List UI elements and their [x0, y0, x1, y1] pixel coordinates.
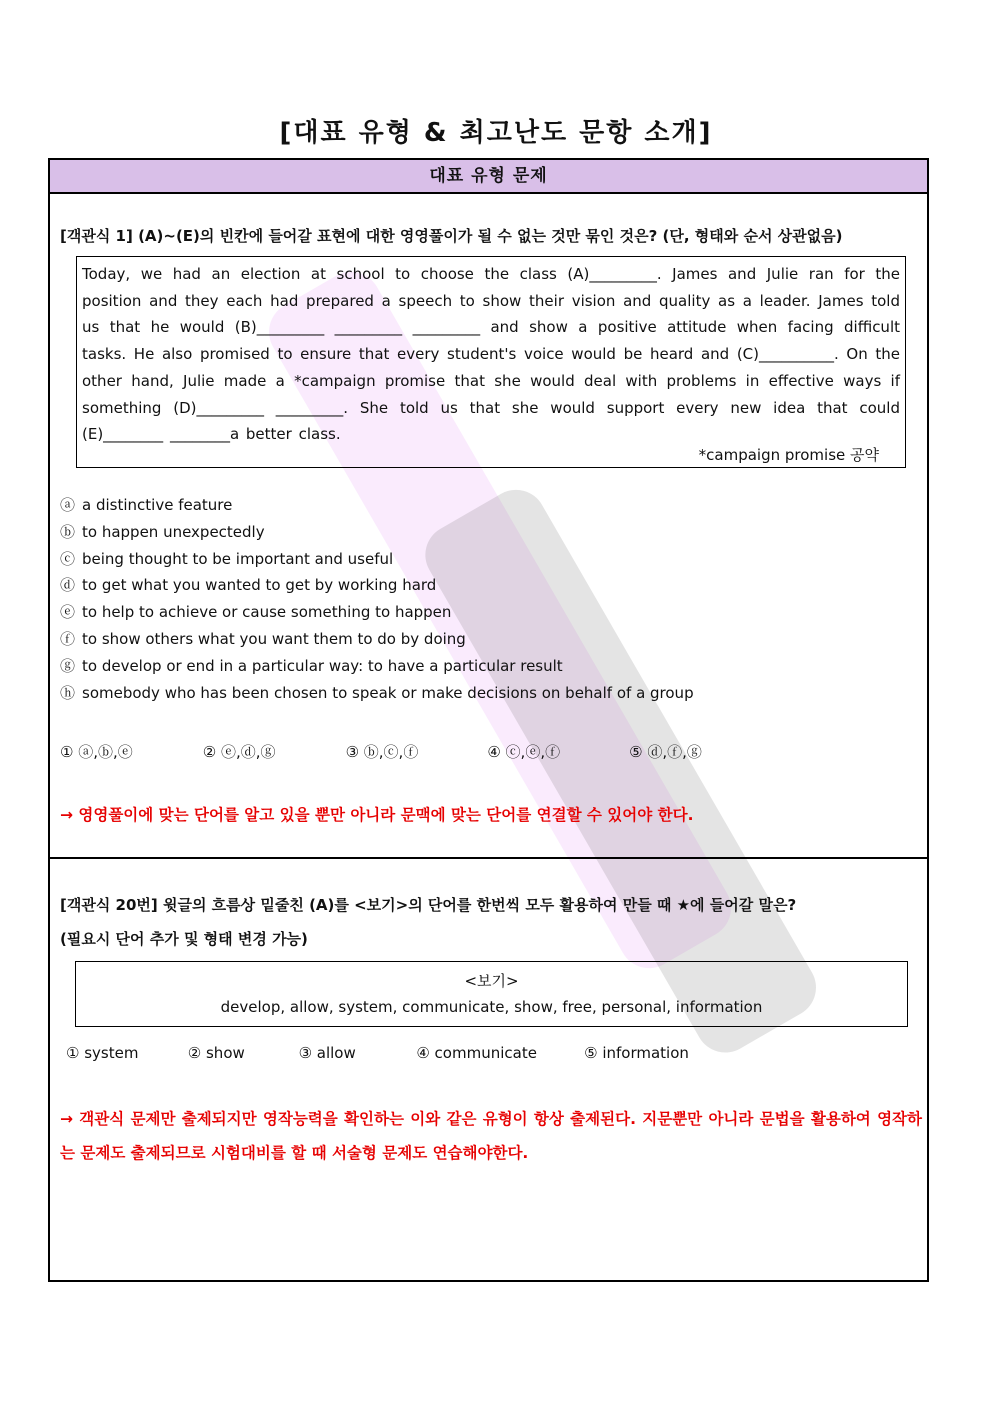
- option-text: a distinctive feature: [82, 496, 233, 514]
- question-2-line-1: [객관식 20번] 윗글의 흐름상 밑줄친 (A)를 <보기>의 단어를 한번씩 모두 활용하여 만들 때 ★에 들어갈 말은?: [60, 896, 797, 914]
- answer-choice-4: ④ communicate: [416, 1044, 537, 1062]
- definition-item: [60, 599, 694, 626]
- question-2: [60, 888, 796, 956]
- word-box-words: develop, allow, system, communicate, show, free, personal, information: [220, 998, 763, 1016]
- option-mark: ⓒ: [60, 549, 76, 568]
- definition-item: [60, 653, 694, 680]
- option-mark: ⓑ: [60, 522, 76, 541]
- page-title: [대표 유형 & 최고난도 문항 소개]: [279, 118, 713, 148]
- option-text: to happen unexpectedly: [82, 522, 265, 541]
- answer-choice-1: ① ⓐ,ⓑ,ⓔ: [60, 743, 133, 761]
- footnote: *campaign promise 공약: [698, 446, 879, 464]
- definition-item: [60, 572, 694, 599]
- content-frame: [48, 158, 929, 1282]
- answer-choice-3: ③ allow: [298, 1044, 356, 1062]
- section-divider: [50, 857, 927, 859]
- answer-choice-3: ③ ⓑ,ⓒ,ⓕ: [345, 743, 419, 761]
- option-mark: ⓗ: [60, 683, 76, 702]
- option-mark: ⓔ: [60, 603, 76, 622]
- option-mark: ⓕ: [60, 629, 76, 648]
- option-text: to get what you wanted to get by working hard: [82, 576, 437, 595]
- tip-note-1: → 영영풀이에 맞는 단어를 알고 있을 뿐만 아니라 문맥에 맞는 단어를 연결할 수 있어야 한다.: [60, 806, 694, 824]
- option-mark: ⓖ: [60, 656, 76, 675]
- definition-item: [60, 680, 694, 707]
- answer-choices-2: [66, 1044, 689, 1062]
- answer-choice-1: ① system: [66, 1044, 139, 1062]
- answer-choice-5: ⑤ information: [584, 1044, 689, 1062]
- answer-choice-2: ② show: [187, 1044, 245, 1062]
- definition-item: [60, 519, 694, 546]
- question-1: [객관식 1] (A)~(E)의 빈칸에 들어갈 표현에 대한 영영풀이가 될 수 없는 것만 묶인 것은? (단, 형태와 순서 상관없음): [60, 227, 843, 245]
- tip-note-2: → 객관식 문제만 출제되지만 영작능력을 확인하는 이와 같은 유형이 항상 출제된다. 지문뿐만 아니라 문법을 활용하여 영작하는 문제도 출제되므로 시험대비를 할 때 서술형 문제도 연습해야한다.: [60, 1110, 922, 1162]
- answer-choice-5: ⑤ ⓓ,ⓕ,ⓖ: [629, 743, 702, 761]
- option-text: somebody who has been chosen to speak or make decisions on behalf of a group: [82, 683, 694, 702]
- question-2-line-2: (필요시 단어 추가 및 형태 변경 가능): [60, 930, 308, 948]
- answer-choice-4: ④ ⓒ,ⓔ,ⓕ: [487, 743, 561, 761]
- section-header: 대표 유형 문제: [50, 160, 927, 194]
- option-text: being thought to be important and useful: [82, 549, 394, 568]
- passage-text: Today, we had an election at school to choose the class (A)_________. James and Julie ran for the position and they each had prepared a speech to show their vision and quality as a leader. James told us that he would (B)_________ _________ _________ and show a positive attitude when facing difficult tasks. He also promised to ensure that every student's voice would be heard and (C)__________. On the other hand, Julie made a *campaign promise that she would deal with problems in effective ways if something (D)_________ _________. She told us that she would support every new idea that could (E)________ ________a better class.: [82, 265, 900, 444]
- option-mark: ⓓ: [60, 576, 76, 595]
- word-box-title: <보기>: [464, 972, 519, 990]
- definition-item: [60, 626, 694, 653]
- option-text: to develop or end in a particular way: to have a particular result: [82, 656, 563, 675]
- word-box: [75, 961, 908, 1027]
- option-text: to show others what you want them to do by doing: [82, 629, 466, 648]
- passage-box: [76, 256, 906, 468]
- answer-choice-2: ② ⓔ,ⓓ,ⓖ: [202, 743, 276, 761]
- option-text: to help to achieve or cause something to happen: [82, 603, 452, 622]
- definition-item: [60, 546, 694, 573]
- definition-item: [60, 492, 694, 519]
- option-mark: ⓐ: [60, 496, 76, 514]
- definition-list: [60, 492, 694, 706]
- answer-choices: [60, 741, 702, 762]
